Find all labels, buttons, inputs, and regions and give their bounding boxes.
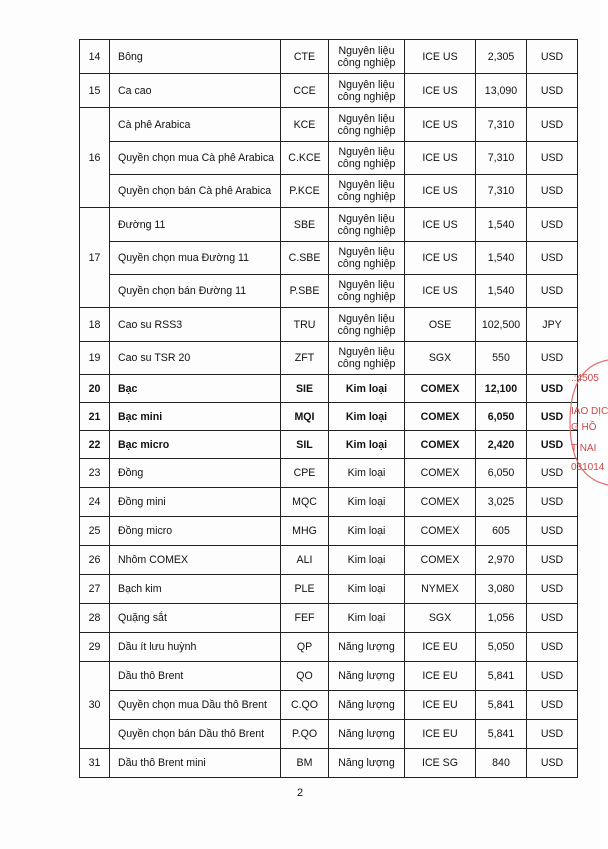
commodity-group-cell: Kim loại <box>329 575 405 604</box>
commodity-name-cell: Cao su TSR 20 <box>110 342 281 375</box>
table-row <box>80 459 578 488</box>
margin-value-cell: 6,050 <box>476 403 527 431</box>
commodity-group-cell: Năng lượng <box>329 720 405 749</box>
margin-value-cell: 2,970 <box>476 546 527 575</box>
table-row <box>80 403 578 431</box>
exchange-cell: ICE US <box>405 74 476 108</box>
commodity-group-cell: Nguyên liệu công nghiệp <box>329 308 405 342</box>
currency-cell: USD <box>527 431 578 459</box>
commodity-group-cell: Năng lượng <box>329 662 405 691</box>
commodity-group-cell: Kim loại <box>329 431 405 459</box>
commodity-group-cell: Nguyên liệu công nghiệp <box>329 142 405 175</box>
currency-cell: USD <box>527 108 578 142</box>
commodity-code-cell: SIL <box>281 431 329 459</box>
margin-value-cell: 5,841 <box>476 691 527 720</box>
commodity-name-cell: Quyền chọn bán Đường 11 <box>110 275 281 308</box>
table-row <box>80 74 578 108</box>
commodity-name-cell: Bạc mini <box>110 403 281 431</box>
currency-cell: USD <box>527 633 578 662</box>
table-row <box>80 40 578 74</box>
margin-table-body <box>80 40 578 778</box>
commodity-code-cell: TRU <box>281 308 329 342</box>
margin-value-cell: 6,050 <box>476 459 527 488</box>
exchange-cell: COMEX <box>405 517 476 546</box>
commodity-group-cell: Kim loại <box>329 488 405 517</box>
row-number-cell: 26 <box>80 546 110 575</box>
commodity-name-cell: Nhôm COMEX <box>110 546 281 575</box>
commodity-name-cell: Ca cao <box>110 74 281 108</box>
exchange-cell: ICE EU <box>405 662 476 691</box>
currency-cell: USD <box>527 604 578 633</box>
commodity-name-cell: Quyền chọn mua Dầu thô Brent <box>110 691 281 720</box>
exchange-cell: ICE SG <box>405 749 476 778</box>
margin-value-cell: 5,841 <box>476 662 527 691</box>
row-number-cell: 15 <box>80 74 110 108</box>
commodity-code-cell: CCE <box>281 74 329 108</box>
commodity-group-cell: Nguyên liệu công nghiệp <box>329 40 405 74</box>
commodity-code-cell: ALI <box>281 546 329 575</box>
margin-table <box>79 39 578 778</box>
currency-cell: USD <box>527 242 578 275</box>
margin-value-cell: 2,305 <box>476 40 527 74</box>
table-row <box>80 720 578 749</box>
margin-value-cell: 5,050 <box>476 633 527 662</box>
margin-value-cell: 1,056 <box>476 604 527 633</box>
commodity-code-cell: MQI <box>281 403 329 431</box>
commodity-group-cell: Kim loại <box>329 403 405 431</box>
stamp-text-line: T NAI <box>571 443 597 454</box>
table-row <box>80 375 578 403</box>
commodity-name-cell: Bạc <box>110 375 281 403</box>
row-number-cell: 30 <box>80 662 110 749</box>
table-row <box>80 308 578 342</box>
currency-cell: USD <box>527 488 578 517</box>
commodity-group-cell: Kim loại <box>329 375 405 403</box>
currency-cell: USD <box>527 459 578 488</box>
currency-cell: USD <box>527 575 578 604</box>
exchange-cell: ICE US <box>405 142 476 175</box>
stamp-text-line: 031014 <box>571 462 605 473</box>
commodity-code-cell: CTE <box>281 40 329 74</box>
commodity-code-cell: C.KCE <box>281 142 329 175</box>
margin-value-cell: 1,540 <box>476 208 527 242</box>
margin-value-cell: 7,310 <box>476 175 527 208</box>
commodity-code-cell: BM <box>281 749 329 778</box>
row-number-cell: 25 <box>80 517 110 546</box>
margin-value-cell: 1,540 <box>476 242 527 275</box>
exchange-cell: ICE EU <box>405 691 476 720</box>
table-row <box>80 517 578 546</box>
commodity-code-cell: QO <box>281 662 329 691</box>
commodity-group-cell: Kim loại <box>329 517 405 546</box>
table-row <box>80 546 578 575</box>
exchange-cell: ICE US <box>405 275 476 308</box>
exchange-cell: SGX <box>405 604 476 633</box>
exchange-cell: SGX <box>405 342 476 375</box>
commodity-code-cell: MQC <box>281 488 329 517</box>
commodity-code-cell: KCE <box>281 108 329 142</box>
commodity-code-cell: MHG <box>281 517 329 546</box>
commodity-name-cell: Quyền chọn bán Dầu thô Brent <box>110 720 281 749</box>
margin-value-cell: 7,310 <box>476 142 527 175</box>
commodity-group-cell: Năng lượng <box>329 749 405 778</box>
row-number-cell: 21 <box>80 403 110 431</box>
row-number-cell: 24 <box>80 488 110 517</box>
commodity-code-cell: P.KCE <box>281 175 329 208</box>
commodity-group-cell: Nguyên liệu công nghiệp <box>329 342 405 375</box>
row-number-cell: 29 <box>80 633 110 662</box>
commodity-code-cell: QP <box>281 633 329 662</box>
table-row <box>80 662 578 691</box>
exchange-cell: COMEX <box>405 403 476 431</box>
commodity-group-cell: Kim loại <box>329 459 405 488</box>
commodity-group-cell: Nguyên liệu công nghiệp <box>329 275 405 308</box>
margin-value-cell: 3,025 <box>476 488 527 517</box>
commodity-group-cell: Nguyên liệu công nghiệp <box>329 108 405 142</box>
currency-cell: USD <box>527 546 578 575</box>
margin-value-cell: 12,100 <box>476 375 527 403</box>
margin-value-cell: 13,090 <box>476 74 527 108</box>
margin-value-cell: 3,080 <box>476 575 527 604</box>
currency-cell: USD <box>527 40 578 74</box>
commodity-name-cell: Bạch kim <box>110 575 281 604</box>
commodity-group-cell: Nguyên liệu công nghiệp <box>329 242 405 275</box>
currency-cell: USD <box>527 175 578 208</box>
currency-cell: USD <box>527 691 578 720</box>
commodity-name-cell: Cà phê Arabica <box>110 108 281 142</box>
stamp-text-line: G HỒ <box>571 422 597 433</box>
table-row <box>80 108 578 142</box>
table-row <box>80 242 578 275</box>
commodity-name-cell: Quyền chọn mua Cà phê Arabica <box>110 142 281 175</box>
exchange-cell: NYMEX <box>405 575 476 604</box>
exchange-cell: OSE <box>405 308 476 342</box>
row-number-cell: 28 <box>80 604 110 633</box>
red-stamp <box>568 355 608 490</box>
margin-value-cell: 550 <box>476 342 527 375</box>
row-number-cell: 17 <box>80 208 110 308</box>
commodity-group-cell: Nguyên liệu công nghiệp <box>329 208 405 242</box>
table-row <box>80 175 578 208</box>
exchange-cell: ICE EU <box>405 633 476 662</box>
currency-cell: USD <box>527 375 578 403</box>
currency-cell: USD <box>527 342 578 375</box>
row-number-cell: 16 <box>80 108 110 208</box>
margin-value-cell: 102,500 <box>476 308 527 342</box>
row-number-cell: 14 <box>80 40 110 74</box>
margin-value-cell: 7,310 <box>476 108 527 142</box>
table-row <box>80 208 578 242</box>
exchange-cell: ICE EU <box>405 720 476 749</box>
commodity-name-cell: Đồng <box>110 459 281 488</box>
commodity-code-cell: FEF <box>281 604 329 633</box>
currency-cell: USD <box>527 403 578 431</box>
table-row <box>80 691 578 720</box>
table-row <box>80 749 578 778</box>
exchange-cell: ICE US <box>405 108 476 142</box>
exchange-cell: COMEX <box>405 488 476 517</box>
commodity-group-cell: Kim loại <box>329 604 405 633</box>
commodity-name-cell: Quặng sắt <box>110 604 281 633</box>
exchange-cell: ICE US <box>405 175 476 208</box>
row-number-cell: 31 <box>80 749 110 778</box>
table-row <box>80 342 578 375</box>
commodity-name-cell: Đồng micro <box>110 517 281 546</box>
row-number-cell: 19 <box>80 342 110 375</box>
commodity-name-cell: Quyền chọn mua Đường 11 <box>110 242 281 275</box>
currency-cell: JPY <box>527 308 578 342</box>
commodity-name-cell: Dầu thô Brent <box>110 662 281 691</box>
currency-cell: USD <box>527 517 578 546</box>
table-row <box>80 604 578 633</box>
commodity-name-cell: Đường 11 <box>110 208 281 242</box>
currency-cell: USD <box>527 720 578 749</box>
commodity-code-cell: SBE <box>281 208 329 242</box>
margin-value-cell: 2,420 <box>476 431 527 459</box>
table-row <box>80 275 578 308</box>
margin-value-cell: 1,540 <box>476 275 527 308</box>
row-number-cell: 22 <box>80 431 110 459</box>
exchange-cell: COMEX <box>405 431 476 459</box>
commodity-code-cell: PLE <box>281 575 329 604</box>
table-row <box>80 633 578 662</box>
exchange-cell: ICE US <box>405 40 476 74</box>
table-row <box>80 142 578 175</box>
commodity-group-cell: Kim loại <box>329 546 405 575</box>
commodity-code-cell: C.QO <box>281 691 329 720</box>
commodity-code-cell: SIE <box>281 375 329 403</box>
commodity-name-cell: Đồng mini <box>110 488 281 517</box>
exchange-cell: ICE US <box>405 208 476 242</box>
margin-value-cell: 840 <box>476 749 527 778</box>
stamp-text-line: IAO DỊC <box>571 406 608 417</box>
commodity-code-cell: P.SBE <box>281 275 329 308</box>
commodity-group-cell: Năng lượng <box>329 633 405 662</box>
table-row <box>80 431 578 459</box>
currency-cell: USD <box>527 275 578 308</box>
commodity-group-cell: Nguyên liệu công nghiệp <box>329 74 405 108</box>
row-number-cell: 27 <box>80 575 110 604</box>
table-row <box>80 488 578 517</box>
commodity-code-cell: C.SBE <box>281 242 329 275</box>
exchange-cell: ICE US <box>405 242 476 275</box>
commodity-name-cell: Cao su RSS3 <box>110 308 281 342</box>
exchange-cell: COMEX <box>405 459 476 488</box>
row-number-cell: 23 <box>80 459 110 488</box>
commodity-name-cell: Dầu thô Brent mini <box>110 749 281 778</box>
margin-value-cell: 605 <box>476 517 527 546</box>
commodity-name-cell: Bạc micro <box>110 431 281 459</box>
commodity-name-cell: Quyền chọn bán Cà phê Arabica <box>110 175 281 208</box>
page-number: 2 <box>296 787 304 799</box>
commodity-code-cell: ZFT <box>281 342 329 375</box>
commodity-name-cell: Bông <box>110 40 281 74</box>
commodity-name-cell: Dầu ít lưu huỳnh <box>110 633 281 662</box>
currency-cell: USD <box>527 74 578 108</box>
exchange-cell: COMEX <box>405 546 476 575</box>
commodity-code-cell: P.QO <box>281 720 329 749</box>
currency-cell: USD <box>527 142 578 175</box>
currency-cell: USD <box>527 662 578 691</box>
currency-cell: USD <box>527 749 578 778</box>
currency-cell: USD <box>527 208 578 242</box>
table-row <box>80 575 578 604</box>
row-number-cell: 20 <box>80 375 110 403</box>
commodity-code-cell: CPE <box>281 459 329 488</box>
margin-value-cell: 5,841 <box>476 720 527 749</box>
exchange-cell: COMEX <box>405 375 476 403</box>
commodity-group-cell: Năng lượng <box>329 691 405 720</box>
row-number-cell: 18 <box>80 308 110 342</box>
commodity-group-cell: Nguyên liệu công nghiệp <box>329 175 405 208</box>
stamp-text-line: .:4505 <box>571 373 599 384</box>
